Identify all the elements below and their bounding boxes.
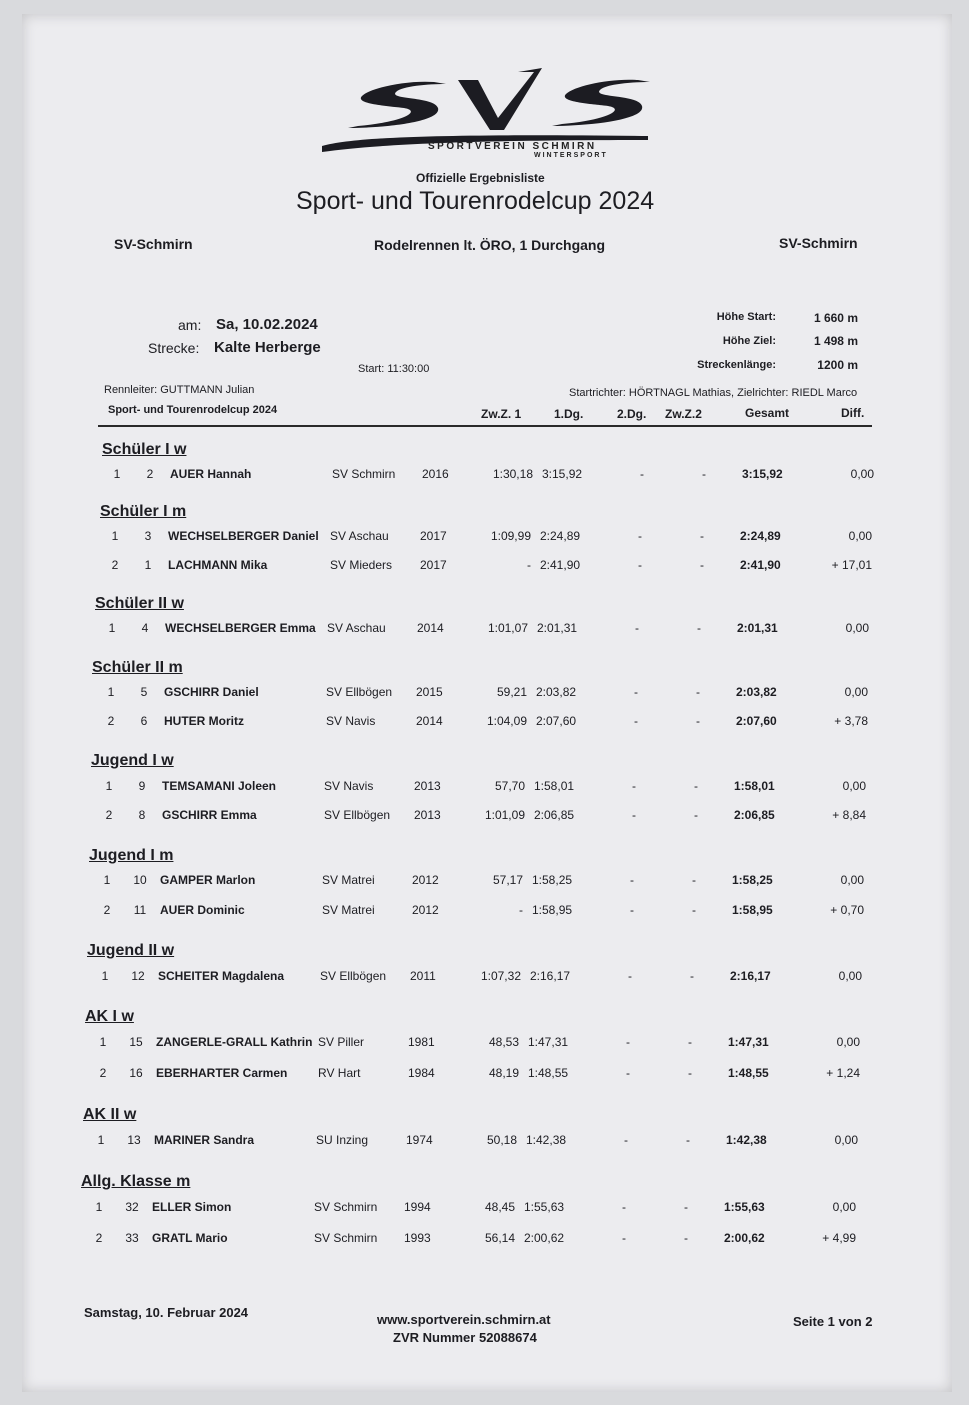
cell-year: 2014 xyxy=(416,714,443,728)
cell-dg2: - xyxy=(634,714,638,728)
cell-total: 2:41,90 xyxy=(740,558,781,572)
cell-total: 2:06,85 xyxy=(734,808,775,822)
cell-diff: 0,00 xyxy=(840,873,864,887)
cell-dg2: - xyxy=(626,1035,630,1049)
cell-dg1: 1:47,31 xyxy=(528,1035,569,1049)
footer-page: Seite 1 von 2 xyxy=(793,1314,873,1329)
cell-dg1: 2:24,89 xyxy=(540,529,581,543)
height-finish: 1 498 m xyxy=(813,334,858,348)
height-start: 1 660 m xyxy=(813,311,858,325)
cell-dg1: 1:48,55 xyxy=(528,1066,569,1080)
cell-zw2: - xyxy=(696,685,700,699)
cell-zw1: 1:01,09 xyxy=(484,808,525,822)
cell-zw1: 1:09,99 xyxy=(490,529,531,543)
cell-diff: 0,00 xyxy=(845,621,869,635)
cell-dg2: - xyxy=(635,621,639,635)
cell-dg2: - xyxy=(638,529,642,543)
cell-name: GSCHIRR Emma xyxy=(162,808,257,822)
cell-rank: 1 xyxy=(111,529,119,543)
cell-club: SV Schmirn xyxy=(314,1200,378,1214)
logo-club-sub: WINTERSPORT xyxy=(534,152,608,159)
event-track: Kalte Herberge xyxy=(214,339,321,356)
cell-year: 1993 xyxy=(404,1231,431,1245)
cell-zw2: - xyxy=(694,808,698,822)
cell-diff: + 17,01 xyxy=(831,558,872,572)
cell-year: 1974 xyxy=(406,1133,433,1147)
header-rule xyxy=(98,425,872,427)
cell-dg2: - xyxy=(630,873,634,887)
cell-diff: 0,00 xyxy=(844,685,868,699)
cell-zw2: - xyxy=(700,529,704,543)
cell-year: 1981 xyxy=(408,1035,435,1049)
cell-diff: + 0,70 xyxy=(830,903,864,917)
cell-club: SV Aschau xyxy=(330,529,389,543)
category-heading: Schüler I m xyxy=(100,503,187,520)
officials: Startrichter: HÖRTNAGL Mathias, Zielrichter: RIEDL Marco xyxy=(569,387,858,399)
length-label: Streckenlänge: xyxy=(697,359,776,371)
cell-dg2: - xyxy=(622,1200,626,1214)
cell-dg1: 2:01,31 xyxy=(537,621,578,635)
cell-dg2: - xyxy=(626,1066,630,1080)
cell-year: 2012 xyxy=(412,903,439,917)
cell-year: 2016 xyxy=(422,467,449,481)
organizer-right: SV-Schmirn xyxy=(779,235,858,251)
official-label: Offizielle Ergebnisliste xyxy=(416,171,545,185)
cell-zw1: - xyxy=(519,903,523,917)
cell-dg2: - xyxy=(628,969,632,983)
cell-zw2: - xyxy=(700,558,704,572)
cell-club: SV Schmirn xyxy=(332,467,396,481)
cell-name: AUER Hannah xyxy=(170,467,252,481)
cell-year: 2015 xyxy=(416,685,443,699)
cell-zw1: 1:07,32 xyxy=(480,969,521,983)
cell-dg1: 1:58,95 xyxy=(532,903,573,917)
cell-num: 13 xyxy=(127,1133,141,1147)
race-director: Rennleiter: GUTTMANN Julian xyxy=(104,384,255,396)
footer-date: Samstag, 10. Februar 2024 xyxy=(84,1305,249,1320)
cell-dg1: 2:07,60 xyxy=(536,714,577,728)
cell-rank: 1 xyxy=(99,1035,107,1049)
cell-dg1: 2:03,82 xyxy=(536,685,577,699)
cell-club: SU Inzing xyxy=(316,1133,369,1147)
cell-dg2: - xyxy=(638,558,642,572)
cell-rank: 1 xyxy=(107,685,115,699)
height-finish-label: Höhe Ziel: xyxy=(722,335,776,347)
cell-name: TEMSAMANI Joleen xyxy=(162,779,277,793)
cell-name: HUTER Moritz xyxy=(164,714,244,728)
cell-name: GRATL Mario xyxy=(152,1231,228,1245)
category-heading: Jugend II w xyxy=(87,942,175,959)
cell-rank: 2 xyxy=(99,1066,107,1080)
cell-dg1: 1:58,01 xyxy=(534,779,575,793)
start-time: Start: 11:30:00 xyxy=(358,363,430,375)
cell-zw1: 59,21 xyxy=(496,685,527,699)
cell-name: ZANGERLE-GRALL Kathrin xyxy=(156,1035,313,1049)
col-total: Gesamt xyxy=(745,406,790,420)
col-dg1: 1.Dg. xyxy=(554,407,584,421)
page-title: Sport- und Tourenrodelcup 2024 xyxy=(296,187,655,215)
cell-total: 2:07,60 xyxy=(736,714,777,728)
cell-dg1: 2:00,62 xyxy=(524,1231,565,1245)
cell-diff: + 8,84 xyxy=(832,808,866,822)
cell-num: 10 xyxy=(133,873,147,887)
cell-club: SV Schmirn xyxy=(314,1231,378,1245)
cell-zw2: - xyxy=(684,1200,688,1214)
cell-zw1: 57,70 xyxy=(494,779,525,793)
cell-rank: 2 xyxy=(105,808,113,822)
cell-diff: 0,00 xyxy=(838,969,862,983)
cell-zw2: - xyxy=(692,903,696,917)
category-heading: Jugend I w xyxy=(91,752,174,769)
cell-rank: 1 xyxy=(101,969,109,983)
cell-zw2: - xyxy=(686,1133,690,1147)
cell-zw2: - xyxy=(697,621,701,635)
cell-num: 33 xyxy=(125,1231,139,1245)
cell-rank: 1 xyxy=(95,1200,103,1214)
cell-rank: 1 xyxy=(108,621,116,635)
cell-total: 1:42,38 xyxy=(726,1133,767,1147)
height-start-label: Höhe Start: xyxy=(716,311,776,323)
cell-rank: 1 xyxy=(103,873,111,887)
cell-name: GAMPER Marlon xyxy=(160,873,256,887)
cell-club: SV Ellbögen xyxy=(326,685,393,699)
logo-club-line: SPORTVEREIN SCHMIRN xyxy=(428,141,597,152)
event-date: Sa, 10.02.2024 xyxy=(216,316,318,333)
cell-zw1: 57,17 xyxy=(492,873,523,887)
cell-num: 1 xyxy=(144,558,152,572)
cell-total: 2:01,31 xyxy=(737,621,778,635)
cell-club: RV Hart xyxy=(318,1066,361,1080)
cell-year: 2011 xyxy=(410,969,436,983)
cell-diff: 0,00 xyxy=(834,1133,858,1147)
cell-dg1: 2:16,17 xyxy=(530,969,571,983)
cell-zw1: 56,14 xyxy=(484,1231,515,1245)
cell-total: 2:00,62 xyxy=(724,1231,765,1245)
cell-year: 2014 xyxy=(417,621,444,635)
cell-num: 9 xyxy=(138,779,146,793)
cell-num: 32 xyxy=(125,1200,139,1214)
cell-name: WECHSELBERGER Emma xyxy=(165,621,316,635)
cell-dg2: - xyxy=(630,903,634,917)
cell-total: 1:47,31 xyxy=(728,1035,769,1049)
cell-zw2: - xyxy=(694,779,698,793)
cell-name: ELLER Simon xyxy=(152,1200,232,1214)
cell-zw1: 1:04,09 xyxy=(486,714,527,728)
cell-num: 16 xyxy=(129,1066,143,1080)
cell-club: SV Ellbögen xyxy=(324,808,391,822)
cell-rank: 2 xyxy=(95,1231,103,1245)
cell-total: 2:16,17 xyxy=(730,969,771,983)
cell-name: EBERHARTER Carmen xyxy=(156,1066,288,1080)
cell-diff: + 4,99 xyxy=(822,1231,856,1245)
cell-zw1: - xyxy=(527,558,531,572)
cell-dg2: - xyxy=(632,808,636,822)
cell-zw2: - xyxy=(690,969,694,983)
cell-num: 5 xyxy=(140,685,148,699)
cell-diff: 0,00 xyxy=(848,529,872,543)
cell-dg2: - xyxy=(632,779,636,793)
cell-name: AUER Dominic xyxy=(160,903,245,917)
cell-year: 1994 xyxy=(404,1200,431,1214)
cell-rank: 2 xyxy=(111,558,119,572)
cell-zw1: 48,53 xyxy=(488,1035,519,1049)
cup-name: Sport- und Tourenrodelcup 2024 xyxy=(108,404,278,416)
cell-num: 15 xyxy=(129,1035,143,1049)
cell-zw2: - xyxy=(684,1231,688,1245)
cell-dg1: 1:42,38 xyxy=(526,1133,567,1147)
track-length: 1200 m xyxy=(817,358,858,372)
cell-name: LACHMANN Mika xyxy=(168,558,268,572)
cell-year: 2013 xyxy=(414,779,441,793)
category-heading: Allg. Klasse m xyxy=(81,1173,191,1190)
cell-rank: 2 xyxy=(103,903,111,917)
category-heading: Jugend I m xyxy=(89,847,174,864)
cell-rank: 1 xyxy=(113,467,121,481)
cell-year: 1984 xyxy=(408,1066,435,1080)
cell-num: 11 xyxy=(133,903,147,917)
cell-club: SV Matrei xyxy=(322,903,375,917)
cell-zw1: 48,45 xyxy=(484,1200,515,1214)
cell-club: SV Navis xyxy=(324,779,374,793)
cell-club: SV Mieders xyxy=(330,558,393,572)
cell-year: 2012 xyxy=(412,873,439,887)
cell-zw2: - xyxy=(702,467,706,481)
cell-total: 2:24,89 xyxy=(740,529,781,543)
cell-total: 1:58,25 xyxy=(732,873,773,887)
organizer-left: SV-Schmirn xyxy=(114,236,193,252)
cell-name: MARINER Sandra xyxy=(154,1133,255,1147)
cell-name: SCHEITER Magdalena xyxy=(158,969,285,983)
cell-club: SV Aschau xyxy=(327,621,386,635)
cell-num: 2 xyxy=(146,467,154,481)
race-type: Rodelrennen lt. ÖRO, 1 Durchgang xyxy=(374,237,606,253)
cell-num: 3 xyxy=(144,529,152,543)
cell-name: WECHSELBERGER Daniel xyxy=(168,529,319,543)
cell-rank: 2 xyxy=(107,714,115,728)
cell-dg2: - xyxy=(634,685,638,699)
cell-diff: + 1,24 xyxy=(826,1066,860,1080)
cell-dg1: 3:15,92 xyxy=(542,467,583,481)
cell-dg1: 2:41,90 xyxy=(540,558,581,572)
category-heading: AK II w xyxy=(83,1106,137,1123)
col-dg2: 2.Dg. xyxy=(617,407,647,421)
cell-diff: 0,00 xyxy=(842,779,866,793)
cell-diff: + 3,78 xyxy=(834,714,868,728)
cell-total: 1:55,63 xyxy=(724,1200,765,1214)
col-diff: Diff. xyxy=(841,406,865,420)
cell-num: 12 xyxy=(131,969,145,983)
cell-diff: 0,00 xyxy=(836,1035,860,1049)
category-heading: Schüler II w xyxy=(95,595,184,612)
track-label: Strecke: xyxy=(148,340,200,356)
cell-zw1: 48,19 xyxy=(488,1066,519,1080)
cell-num: 8 xyxy=(138,808,146,822)
cell-zw1: 1:30,18 xyxy=(492,467,533,481)
footer-zvr: ZVR Nummer 52088674 xyxy=(393,1330,537,1345)
cell-dg2: - xyxy=(624,1133,628,1147)
cell-dg1: 2:06,85 xyxy=(534,808,575,822)
cell-total: 3:15,92 xyxy=(742,467,783,481)
cell-zw1: 1:01,07 xyxy=(487,621,528,635)
cell-total: 1:48,55 xyxy=(728,1066,769,1080)
cell-diff: 0,00 xyxy=(832,1200,856,1214)
cell-year: 2017 xyxy=(420,558,447,572)
footer-website: www.sportverein.schmirn.at xyxy=(377,1312,551,1327)
col-zw1: Zw.Z. 1 xyxy=(481,407,522,421)
cell-club: SV Navis xyxy=(326,714,376,728)
cell-diff: 0,00 xyxy=(850,467,874,481)
cell-rank: 1 xyxy=(105,779,113,793)
cell-club: SV Matrei xyxy=(322,873,375,887)
cell-total: 1:58,95 xyxy=(732,903,773,917)
cell-total: 1:58,01 xyxy=(734,779,775,793)
cell-dg2: - xyxy=(640,467,644,481)
category-heading: Schüler I w xyxy=(102,441,187,458)
date-label: am: xyxy=(178,317,202,333)
cell-rank: 1 xyxy=(97,1133,105,1147)
col-zw2: Zw.Z.2 xyxy=(665,407,702,421)
category-heading: AK I w xyxy=(85,1008,134,1025)
cell-dg1: 1:55,63 xyxy=(524,1200,565,1214)
cell-total: 2:03,82 xyxy=(736,685,777,699)
cell-dg1: 1:58,25 xyxy=(532,873,573,887)
cell-zw2: - xyxy=(696,714,700,728)
cell-zw2: - xyxy=(688,1035,692,1049)
cell-year: 2013 xyxy=(414,808,441,822)
cell-name: GSCHIRR Daniel xyxy=(164,685,259,699)
cell-club: SV Piller xyxy=(318,1035,365,1049)
cell-year: 2017 xyxy=(420,529,447,543)
cell-num: 6 xyxy=(140,714,148,728)
cell-club: SV Ellbögen xyxy=(320,969,387,983)
cell-dg2: - xyxy=(622,1231,626,1245)
cell-zw2: - xyxy=(692,873,696,887)
cell-num: 4 xyxy=(141,621,149,635)
cell-zw2: - xyxy=(688,1066,692,1080)
cell-zw1: 50,18 xyxy=(486,1133,517,1147)
category-heading: Schüler II m xyxy=(92,659,183,676)
